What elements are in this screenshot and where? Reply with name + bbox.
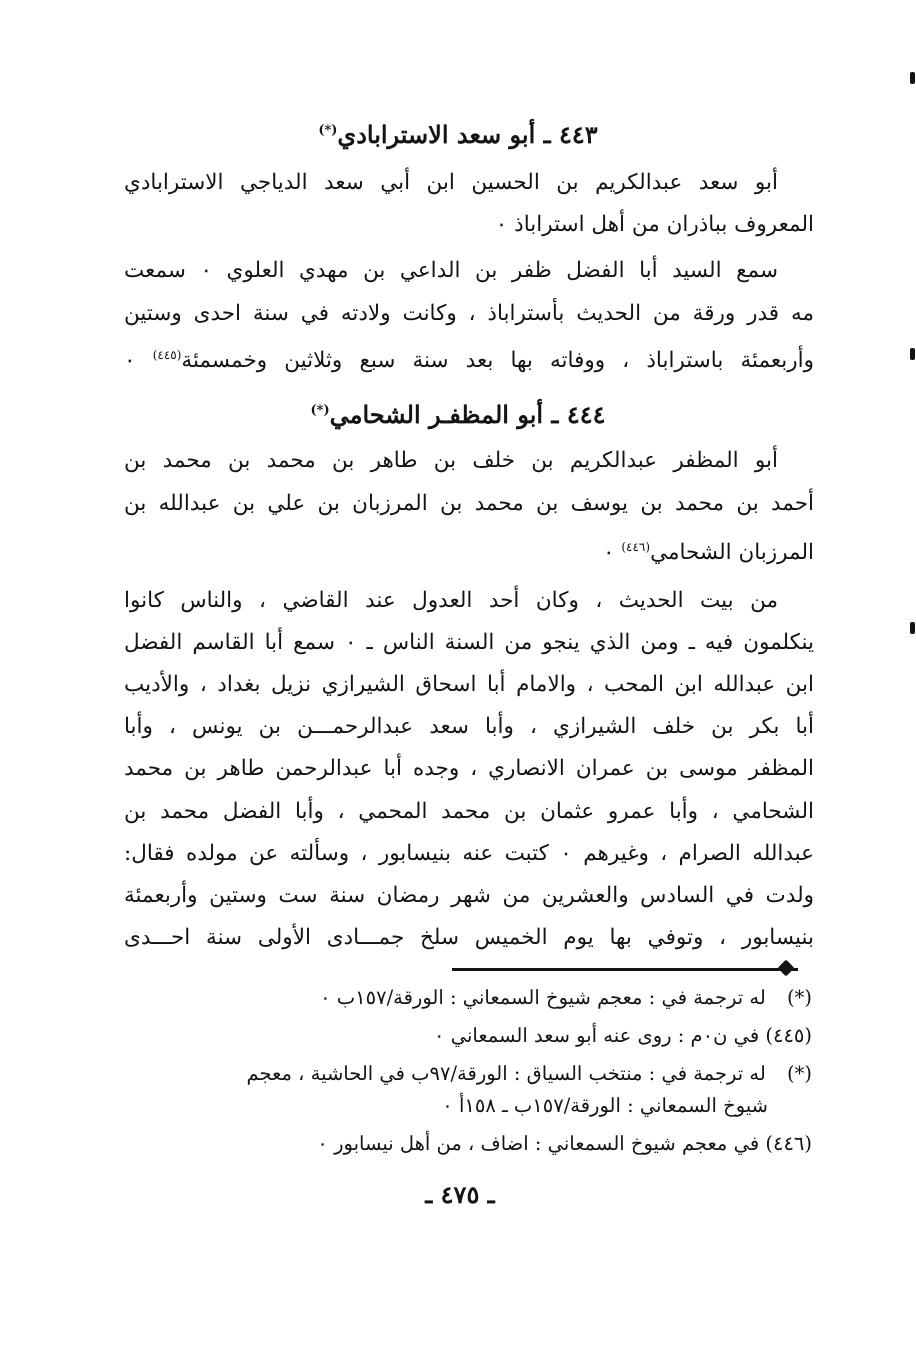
entry-444-line: ينكلمون فيه ـ ومن الذي ينجو من السنة الناس ـ ٠ سمع أبا القاسم الفضل <box>124 630 814 655</box>
entry-444-line: ابن عبدالله ابن المحب ، والامام أبا اسحاق الشيرازي نزيل بغداد ، والأديب <box>124 672 814 697</box>
scan-edge-mark <box>910 72 915 84</box>
entry-444-line: أبو المظفر عبدالكريم بن خلف بن طاهر بن محمد بن محمد بن <box>124 448 778 473</box>
entry-444-line: عبدالله الصرام ، وغيرهم ٠ كتبت عنه بنيسابور ، وسألته عن مولده فقال: <box>124 841 814 866</box>
scan-edge-mark <box>910 622 915 634</box>
footnote <box>132 984 812 1012</box>
footnote-separator <box>452 968 798 971</box>
entry-443-line <box>124 340 814 376</box>
footnote-separator-ornament <box>778 960 795 977</box>
entry-444-line: أبا بكر بن خلف الشيرازي ، وأبا سعد عبدالرحمـــن بن يونس ، وأبا <box>124 714 814 739</box>
entry-443-heading <box>120 116 796 150</box>
entry-444-line: ولدت في السادس والعشرين من شهر رمضان سنة ست وستين وأربعمئة <box>124 883 814 908</box>
page-number: ـ ٤٧٥ ـ <box>425 1180 495 1209</box>
footnote <box>132 1022 812 1050</box>
footnote-text: له ترجمة في : معجم شيوخ السمعاني : الورقة/١٥٧ب ٠ <box>320 986 766 1009</box>
footnote-text: في معجم شيوخ السمعاني : اضاف ، من أهل نيسابور ٠ <box>317 1132 760 1155</box>
entry-443-line: سمع السيد أبا الفضل ظفر بن الداعي بن مهدي العلوي ٠ سمعت <box>124 258 778 283</box>
footnote-marker: (٤٤٦) <box>765 1132 812 1155</box>
entry-444-heading-marker: (*) <box>310 403 330 418</box>
footnote-marker: (٤٤٥) <box>765 1024 812 1047</box>
entry-444-title: ٤٤٤ ـ أبو المظفـر الشحامي <box>329 400 606 429</box>
end-mark: ٠ <box>602 540 615 566</box>
scan-edge-mark <box>910 348 915 360</box>
entry-444-line: بنيسابور ، وتوفي بها يوم الخميس سلخ جمـــادى الأولى سنة احـــدى <box>124 925 814 950</box>
entry-444-line-text: المرزبان الشحامي <box>650 540 814 566</box>
footnote-marker: (*) <box>787 986 812 1009</box>
footnote <box>132 1060 812 1088</box>
entry-443-line: أبو سعد عبدالكريم بن الحسين ابن أبي سعد الدياجي الاسترابادي <box>124 170 778 195</box>
footnote-text: له ترجمة في : منتخب السياق : الورقة/٩٧ب في الحاشية ، معجم <box>246 1062 766 1085</box>
entry-444-heading <box>120 396 796 430</box>
end-mark: ٠ <box>124 348 136 374</box>
entry-443-heading-marker: (*) <box>318 123 338 138</box>
footnote-marker: (*) <box>787 1062 812 1085</box>
footnote-text: في ن٠م : روى عنه أبو سعد السمعاني ٠ <box>434 1024 760 1047</box>
footnote-text: شيوخ السمعاني : الورقة/١٥٧ب ـ ١٥٨أ ٠ <box>442 1094 768 1117</box>
footnote-ref-445: (٤٤٥) <box>152 348 182 362</box>
entry-443-line: مه قدر ورقة من الحديث بأستراباذ ، وكانت ولادته في سنة احدى وستين <box>124 301 814 326</box>
entry-444-line <box>124 532 814 568</box>
entry-443-line: المعروف بباذران من أهل استراباذ ٠ <box>495 212 814 237</box>
entry-444-line: الشحامي ، وأبا عمرو عثمان بن محمد المحمي ، وأبا الفضل محمد بن <box>124 799 814 824</box>
entry-444-line: من بيت الحديث ، وكان أحد العدول عند القاضي ، والناس كانوا <box>124 588 778 613</box>
footnote-ref-446: (٤٤٦) <box>621 540 651 554</box>
entry-444-line: أحمد بن محمد بن يوسف بن محمد بن المرزبان بن علي بن عبدالله بن <box>124 491 814 516</box>
footnote-continuation <box>132 1092 812 1120</box>
footnote <box>132 1130 812 1158</box>
entry-443-line-text: وأربعمئة باستراباذ ، ووفاته بها بعد سنة سبع وثلاثين وخمسمئة <box>181 348 814 374</box>
entry-444-line: المظفر موسى بن عمران الانصاري ، وجده أبا عبدالرحمن طاهر بن محمد <box>124 756 814 781</box>
entry-443-title: ٤٤٣ ـ أبو سعد الاسترابادي <box>337 120 598 149</box>
